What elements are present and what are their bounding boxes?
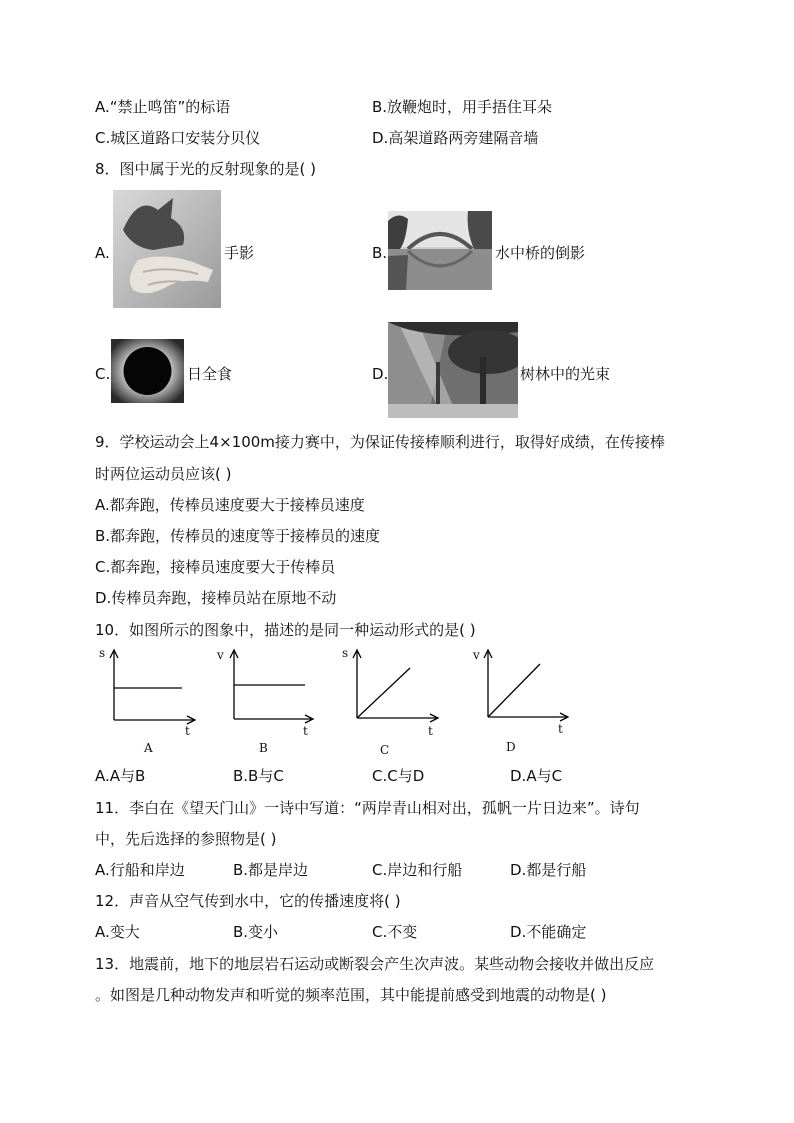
- graph-b: [213, 644, 323, 759]
- q13-stem-line2: 。如图是几种动物发声和听觉的频率范围，其中能提前感受到地震的动物是( ): [95, 986, 607, 1004]
- q8-option-d-letter: D.: [372, 365, 389, 383]
- graph-d-xlabel: t: [558, 722, 563, 736]
- q10-stem: 10．如图所示的图象中，描述的是同一种运动形式的是( ): [95, 621, 476, 639]
- graph-a-axes: [95, 644, 205, 734]
- q11-option-b: B.都是岸边: [233, 861, 309, 879]
- graph-b-ylabel: v: [217, 648, 224, 662]
- q11-stem-line1: 11．李白在《望天门山》一诗中写道：“两岸青山相对出，孤帆一片日边来”。诗句: [95, 799, 640, 817]
- q8-option-c-letter: C.: [95, 365, 111, 383]
- q7-option-d: D.高架道路两旁建隔音墙: [372, 129, 539, 147]
- graph-d-line: [488, 664, 540, 717]
- graph-b-name: B: [259, 741, 268, 755]
- bridge-reflection-image: [388, 211, 492, 290]
- q8-option-d-caption: 树林中的光束: [520, 365, 611, 383]
- graph-c-line: [357, 668, 410, 718]
- graph-c: [340, 644, 450, 759]
- graph-c-xlabel: t: [428, 724, 433, 738]
- graph-c-ylabel: s: [342, 646, 349, 660]
- graph-d-ylabel: v: [473, 648, 480, 662]
- q8-stem: 8．图中属于光的反射现象的是( ): [95, 160, 317, 178]
- q8-option-b-caption: 水中桥的倒影: [495, 244, 586, 262]
- q7-option-c: C.城区道路口安装分贝仪: [95, 129, 261, 147]
- graph-c-name: C: [380, 743, 390, 757]
- q11-stem-line2: 中，先后选择的参照物是( ): [95, 830, 277, 848]
- graph-a-name: A: [144, 741, 153, 755]
- q11-option-c: C.岸边和行船: [372, 861, 463, 879]
- graph-b-axes: [213, 644, 323, 734]
- q10-option-c: C.C与D: [372, 767, 425, 785]
- q7-option-b: B.放鞭炮时，用手捂住耳朵: [372, 98, 553, 116]
- q7-option-a: A.“禁止鸣笛”的标语: [95, 98, 231, 116]
- q12-option-d: D.不能确定: [510, 923, 587, 941]
- q8-option-a-caption: 手影: [224, 244, 255, 262]
- q9-option-b: B.都奔跑，传棒员的速度等于接棒员的速度: [95, 527, 381, 545]
- q8-option-c-caption: 日全食: [187, 365, 233, 383]
- graph-d-name: D: [506, 740, 516, 754]
- q8-option-a-letter: A.: [95, 244, 110, 262]
- q12-option-b: B.变小: [233, 923, 279, 941]
- graph-d-axes: [470, 644, 580, 734]
- q9-option-c: C.都奔跑，接棒员速度要大于传棒员: [95, 558, 336, 576]
- graph-b-xlabel: t: [303, 724, 308, 738]
- q10-option-b: B.B与C: [233, 767, 284, 785]
- graph-d: [470, 644, 580, 759]
- q10-option-a: A.A与B: [95, 767, 146, 785]
- q12-option-c: C.不变: [372, 923, 418, 941]
- q11-option-d: D.都是行船: [510, 861, 587, 879]
- graph-c-axes: [340, 644, 450, 734]
- solar-eclipse-image: [111, 339, 184, 403]
- graph-a: [95, 644, 205, 759]
- q9-stem-line2: 时两位运动员应该( ): [95, 465, 232, 483]
- forest-light-beams-image: [388, 322, 518, 418]
- q10-option-d: D.A与C: [510, 767, 563, 785]
- q9-option-a: A.都奔跑，传棒员速度要大于接棒员速度: [95, 496, 365, 514]
- hand-shadow-image: [113, 190, 221, 308]
- q11-option-a: A.行船和岸边: [95, 861, 185, 879]
- q9-stem-line1: 9．学校运动会上4×100m接力赛中，为保证传接棒顺利进行，取得好成绩，在传接棒: [95, 433, 665, 451]
- q13-stem-line1: 13．地震前，地下的地层岩石运动或断裂会产生次声波。某些动物会接收并做出反应: [95, 955, 655, 973]
- q8-option-b-letter: B.: [372, 244, 388, 262]
- q12-stem: 12．声音从空气传到水中，它的传播速度将( ): [95, 892, 401, 910]
- q12-option-a: A.变大: [95, 923, 140, 941]
- graph-a-xlabel: t: [185, 724, 190, 738]
- q9-option-d: D.传棒员奔跑，接棒员站在原地不动: [95, 589, 337, 607]
- graph-a-ylabel: s: [99, 646, 106, 660]
